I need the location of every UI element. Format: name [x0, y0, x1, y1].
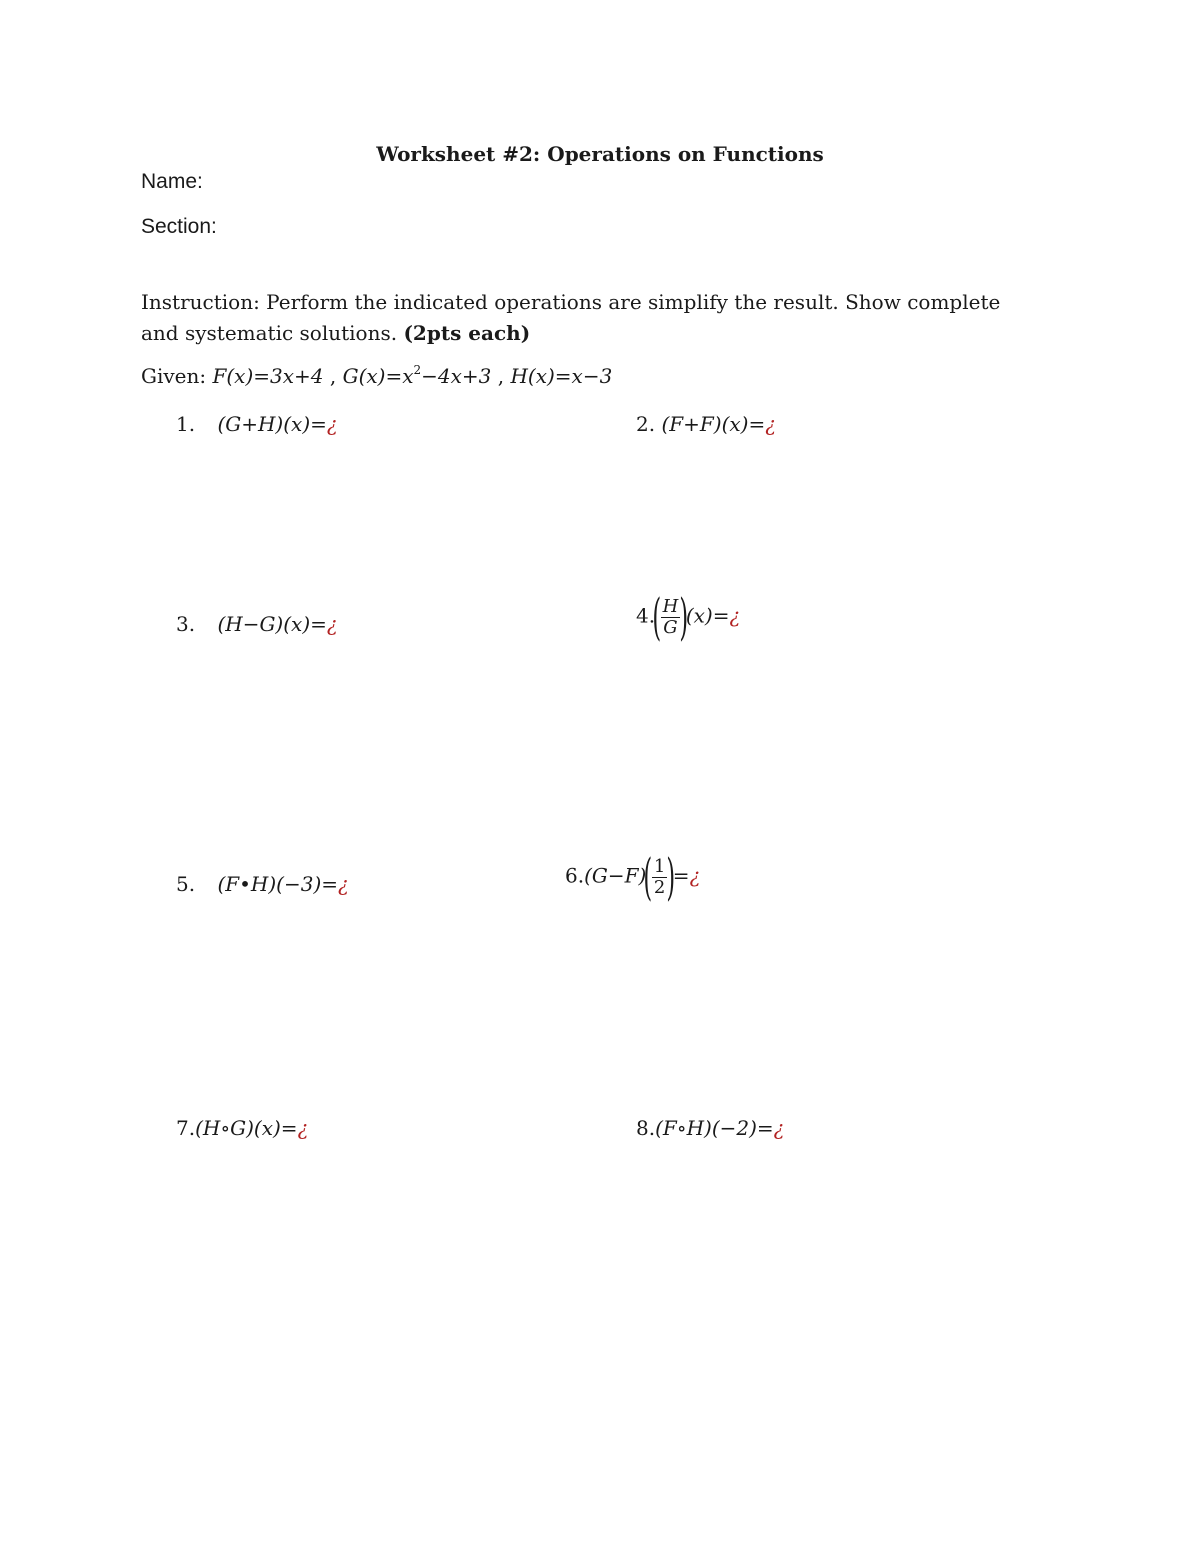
given-h: H(x)=x−3 — [510, 364, 613, 388]
answer-placeholder: ¿ — [689, 863, 701, 888]
given-line — [141, 364, 612, 388]
page-title: Worksheet #2: Operations on Functions — [376, 142, 824, 166]
problem-number: 5. — [176, 872, 196, 896]
points-note: (2pts each) — [403, 321, 531, 345]
fraction-one-half — [652, 857, 667, 898]
left-paren: ( — [643, 848, 653, 906]
problem-expression: (F•H)(−3)= — [217, 872, 339, 896]
given-g — [343, 364, 492, 388]
fraction-h-over-g — [661, 597, 681, 638]
given-f: F(x)=3x+4 — [212, 364, 324, 388]
problem-6 — [565, 848, 701, 906]
problem-number: 8. — [636, 1116, 656, 1140]
name-label: Name: — [141, 170, 203, 193]
answer-placeholder: ¿ — [729, 603, 741, 628]
problem-8 — [636, 1116, 784, 1140]
answer-placeholder: ¿ — [338, 872, 349, 896]
problem-number: 1. — [176, 412, 196, 436]
fraction-numerator: 1 — [653, 855, 666, 877]
given-sep-1: , — [329, 364, 337, 388]
answer-placeholder: ¿ — [765, 412, 776, 436]
problem-equals: = — [672, 863, 690, 888]
given-g-base: G(x)=x — [342, 364, 414, 388]
problem-expression: (H∘G)(x)= — [195, 1116, 298, 1140]
problem-expression: (G−F) — [584, 863, 647, 888]
section-label: Section: — [141, 215, 217, 238]
problem-expression: (x)= — [685, 603, 730, 628]
given-sep-2: , — [497, 364, 505, 388]
problem-expression: (F∘H)(−2)= — [655, 1116, 774, 1140]
fraction-denominator: G — [663, 616, 678, 638]
given-g-rest: −4x+3 — [421, 364, 492, 388]
problem-5 — [176, 872, 349, 896]
instruction-body: Instruction: Perform the indicated operations are simplify the result. Show complete and systematic solutions. — [141, 290, 1001, 345]
answer-placeholder: ¿ — [297, 1116, 309, 1140]
problem-number: 7. — [176, 1116, 196, 1140]
problem-2 — [636, 412, 776, 436]
answer-placeholder: ¿ — [773, 1116, 785, 1140]
answer-placeholder: ¿ — [326, 412, 338, 436]
problem-expression: (F+F)(x)= — [661, 412, 766, 436]
problem-4 — [636, 588, 741, 646]
problem-1 — [176, 412, 338, 436]
problem-number: 2. — [636, 412, 656, 436]
problem-number: 4. — [636, 603, 656, 628]
given-g-exponent: 2 — [413, 363, 422, 377]
problem-7 — [176, 1116, 308, 1140]
left-paren: ( — [652, 588, 662, 646]
given-label: Given: — [141, 364, 207, 388]
right-paren: ) — [666, 848, 676, 906]
problem-expression: (G+H)(x)= — [217, 412, 327, 436]
problem-number: 6. — [565, 863, 585, 888]
answer-placeholder: ¿ — [326, 612, 338, 636]
problem-number: 3. — [176, 612, 196, 636]
problem-expression: (H−G)(x)= — [217, 612, 327, 636]
right-paren: ) — [679, 588, 689, 646]
fraction-denominator: 2 — [653, 876, 666, 898]
problem-3 — [176, 612, 338, 636]
fraction-numerator: H — [662, 595, 679, 617]
instruction-text — [141, 287, 1041, 349]
